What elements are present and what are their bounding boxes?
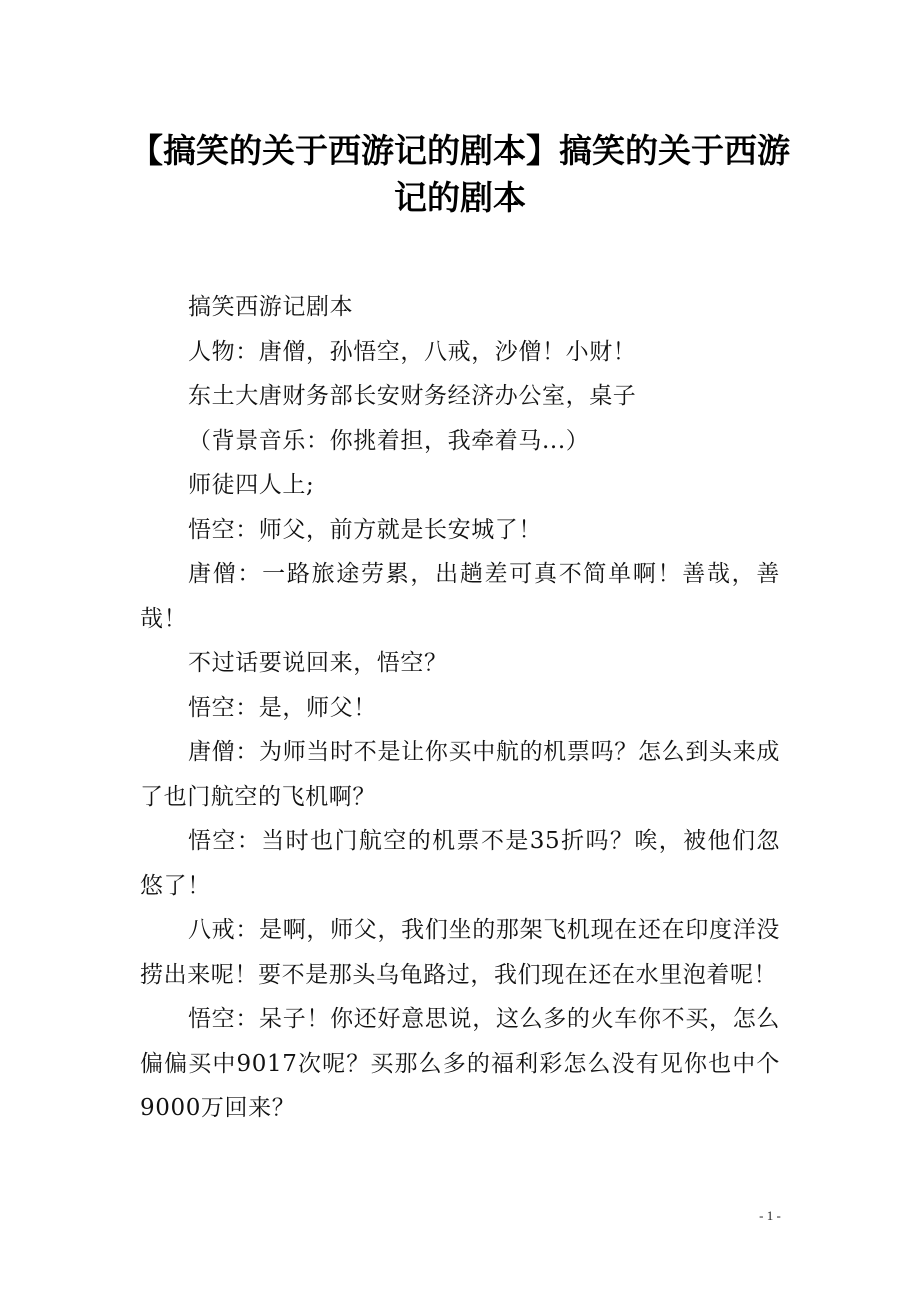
paragraph: 人物：唐僧，孙悟空，八戒，沙僧！小财！ (188, 338, 637, 365)
paragraph: 悟空：师父，前方就是长安城了！ (188, 516, 542, 543)
document-body (140, 285, 780, 1131)
paragraph: 悟空：是，师父！ (188, 694, 377, 721)
paragraph: 唐僧：为师当时不是让你买中航的机票吗？怎么到头来成了也门航空的飞机啊？ (140, 739, 780, 810)
page-number: - 1 - (759, 1208, 781, 1223)
paragraph: 悟空：呆子！你还好意思说，这么多的火车你不买，怎么偏偏买中9017次呢？买那么多的福利彩怎么没有见你也中个9000万回来？ (140, 1006, 780, 1121)
paragraph: 东土大唐财务部长安财务经济办公室，桌子 (188, 383, 637, 409)
paragraph: 师徒四人上; (188, 472, 315, 498)
paragraph: 八戒：是啊，师父，我们坐的那架飞机现在还在印度洋没捞出来呢！要不是那头乌龟路过，我们现在还在水里泡着呢！ (140, 917, 780, 988)
document-title: 【搞笑的关于西游记的剧本】搞笑的关于西游记的剧本 (130, 131, 790, 217)
paragraph: 唐僧：一路旅途劳累，出趟差可真不简单啊！善哉，善哉！ (140, 561, 780, 632)
paragraph: 不过话要说回来，悟空？ (188, 650, 448, 676)
paragraph: （背景音乐：你挑着担，我牵着马...） (188, 427, 590, 454)
paragraph: 搞笑西游记剧本 (188, 294, 354, 320)
paragraph: 悟空：当时也门航空的机票不是35折吗？唉，被他们忽悠了！ (140, 828, 780, 899)
